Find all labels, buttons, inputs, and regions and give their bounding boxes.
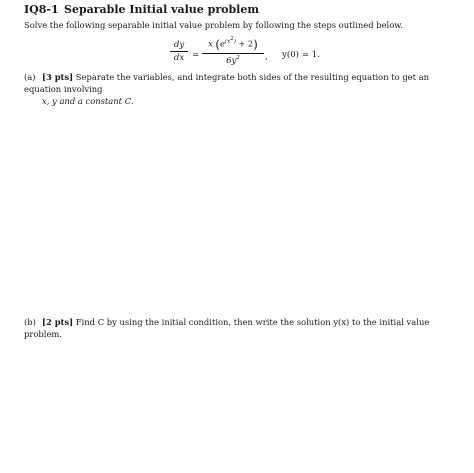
initial-condition: y(0) = 1. — [282, 50, 320, 60]
rhs-plus-two: + 2 — [235, 38, 254, 49]
equals-sign: = — [192, 50, 200, 60]
part-a-text-line1: Separate the variables, and integrate both sides of the resulting equation to get an equation involving — [24, 72, 430, 94]
part-b-text: Find C by using the initial condition, then write the solution y(x) to the initial value problem. — [24, 317, 430, 339]
exponent-base: (x — [224, 38, 231, 45]
rhs-x: x — [208, 38, 213, 49]
problem-title: Separable Initial value problem — [64, 3, 259, 16]
derivative-fraction — [170, 40, 188, 63]
exponent — [224, 36, 236, 45]
fraction-bar — [202, 53, 264, 54]
problem-heading — [24, 3, 259, 16]
exponent-power: 2 — [230, 36, 234, 42]
part-a — [24, 71, 464, 107]
rhs-denominator — [202, 55, 264, 66]
problem-code: IQ8-1 — [24, 3, 59, 16]
rhs-den-base: 6y — [226, 55, 237, 66]
close-paren: ) — [253, 37, 258, 52]
part-b-points: [2 pts] — [42, 317, 74, 327]
derivative-denominator: dx — [173, 53, 185, 63]
open-paren: ( — [215, 37, 221, 52]
derivative-numerator: dy — [173, 40, 185, 50]
rhs-numerator — [202, 36, 264, 52]
fraction-bar — [170, 51, 188, 52]
rhs-e: e — [220, 38, 225, 49]
rhs-den-power: 2 — [236, 54, 240, 61]
comma: , — [265, 52, 268, 62]
rhs-fraction — [202, 36, 264, 65]
part-a-text-line2: x, y and a constant C. — [42, 96, 134, 106]
problem-instructions: Solve the following separable initial value problem by following the steps outlined below. — [24, 20, 404, 30]
part-b-label: (b) — [24, 317, 36, 327]
differential-equation — [170, 36, 370, 76]
part-a-label: (a) — [24, 72, 36, 82]
part-a-points: [3 pts] — [42, 72, 74, 82]
exponent-close: ) — [233, 38, 236, 45]
part-b — [24, 316, 464, 340]
